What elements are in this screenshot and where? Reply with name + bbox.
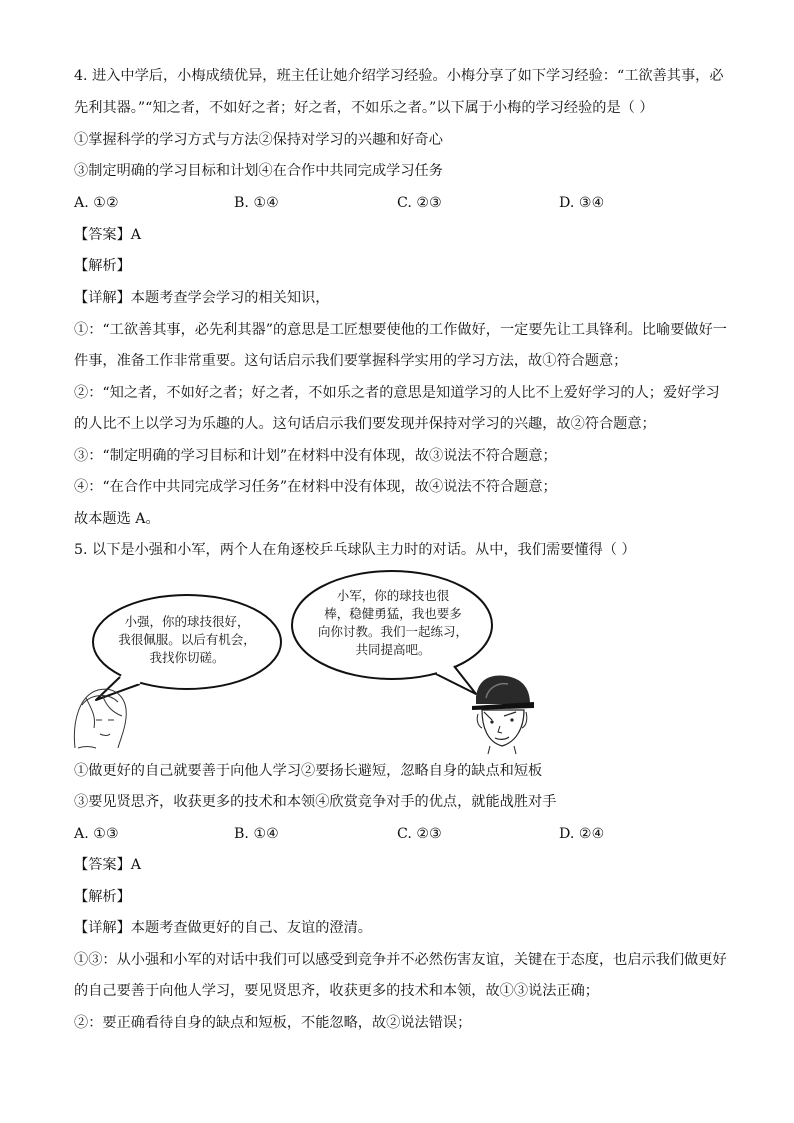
speech-left-text — [98, 613, 276, 667]
q4-conclusion: 故本题选 A。 — [74, 511, 160, 527]
q5-explanation-1-line2: 的自己要善于向他人学习，要见贤思齐，收获更多的技术和本领，故①③说法正确； — [74, 983, 599, 999]
q4-option-a: A. ①② — [74, 195, 119, 211]
q5-detail: 【详解】本题考查做更好的自己、友谊的澄清。 — [74, 920, 372, 936]
speech-right-line1: 小军，你的球技也很 — [336, 588, 450, 603]
speech-right-line4: 共同提高吧。 — [355, 642, 431, 657]
q4-stem-line2: 先利其器。”“知之者，不如好之者；好之者，不如乐之者。”以下属于小梅的学习经验的是（ ） — [74, 100, 654, 116]
q5-option-d: D. ②④ — [559, 826, 605, 842]
speech-right-line3: 向你讨教。我们一起练习， — [317, 624, 468, 639]
q5-option-a: A. ①③ — [74, 826, 119, 842]
q5-explanation-1-line1: ①③：从小强和小军的对话中我们可以感受到竞争并不必然伤害友谊，关键在于态度，也启示我们做更好 — [74, 952, 727, 968]
q4-items-34: ③制定明确的学习目标和计划④在合作中共同完成学习任务 — [74, 163, 443, 179]
q4-items-12: ①掌握科学的学习方式与方法②保持对学习的兴趣和好奇心 — [74, 132, 443, 148]
q5-option-b: B. ①④ — [234, 826, 279, 842]
q4-explanation-2-line1: ②：“知之者，不如好之者；好之者，不如乐之者的意思是知道学习的人比不上爱好学习的人；爱好学习 — [74, 385, 720, 401]
q4-explanation-4: ④：“在合作中共同完成学习任务”在材料中没有体现，故④说法不符合题意； — [74, 479, 557, 495]
q4-explanation-1-line2: 件事，准备工作非常重要。这句话启示我们要掌握科学实用的学习方法，故①符合题意； — [74, 353, 628, 369]
q4-stem-line1: 4. 进入中学后，小梅成绩优异，班主任让她介绍学习经验。小梅分享了如下学习经验：“工欲善其事，必 — [74, 68, 724, 84]
xiaojun-character — [472, 676, 534, 754]
speech-left-line1: 小强，你的球技很好， — [124, 614, 250, 629]
q4-analysis-label: 【解析】 — [74, 258, 131, 274]
q4-explanation-2-line2: 的人比不上以学习为乐趣的人。这句话启示我们要发现并保持对学习的兴趣，故②符合题意； — [74, 416, 656, 432]
q4-answer: 【答案】A — [74, 227, 141, 243]
q4-option-d: D. ③④ — [559, 195, 605, 211]
q5-explanation-2: ②：要正确看待自身的缺点和短板，不能忽略，故②说法错误； — [74, 1015, 472, 1031]
q4-explanation-1-line1: ①：“工欲善其事，必先利其器”的意思是工匠想要使他的工作做好，一定要先让工具锋利。比喻要做好一 — [74, 322, 727, 338]
q5-items-34: ③要见贤思齐，收获更多的技术和本领④欣赏竞争对手的优点，就能战胜对手 — [74, 794, 557, 810]
speech-right-line2: 棒，稳健勇猛，我也要多 — [324, 606, 462, 621]
q4-option-c: C. ②③ — [397, 195, 442, 211]
speech-left-line2: 我很佩服。以后有机会， — [118, 632, 256, 647]
q5-analysis-label: 【解析】 — [74, 889, 131, 905]
q4-explanation-3: ③：“制定明确的学习目标和计划”在材料中没有体现，故③说法不符合题意； — [74, 448, 557, 464]
q5-stem: 5. 以下是小强和小军，两个人在角逐校乒乓球队主力时的对话。从中，我们需要懂得（ ） — [74, 542, 636, 558]
q5-answer: 【答案】A — [74, 857, 141, 873]
q5-items-12: ①做更好的自己就要善于向他人学习②要扬长避短，忽略自身的缺点和短板 — [74, 763, 543, 779]
speech-right-text — [300, 587, 486, 659]
q5-option-c: C. ②③ — [397, 826, 442, 842]
q4-detail: 【详解】本题考查学会学习的相关知识， — [74, 290, 330, 306]
speech-left-line3: 我找你切磋。 — [149, 650, 225, 665]
q4-option-b: B. ①④ — [234, 195, 279, 211]
